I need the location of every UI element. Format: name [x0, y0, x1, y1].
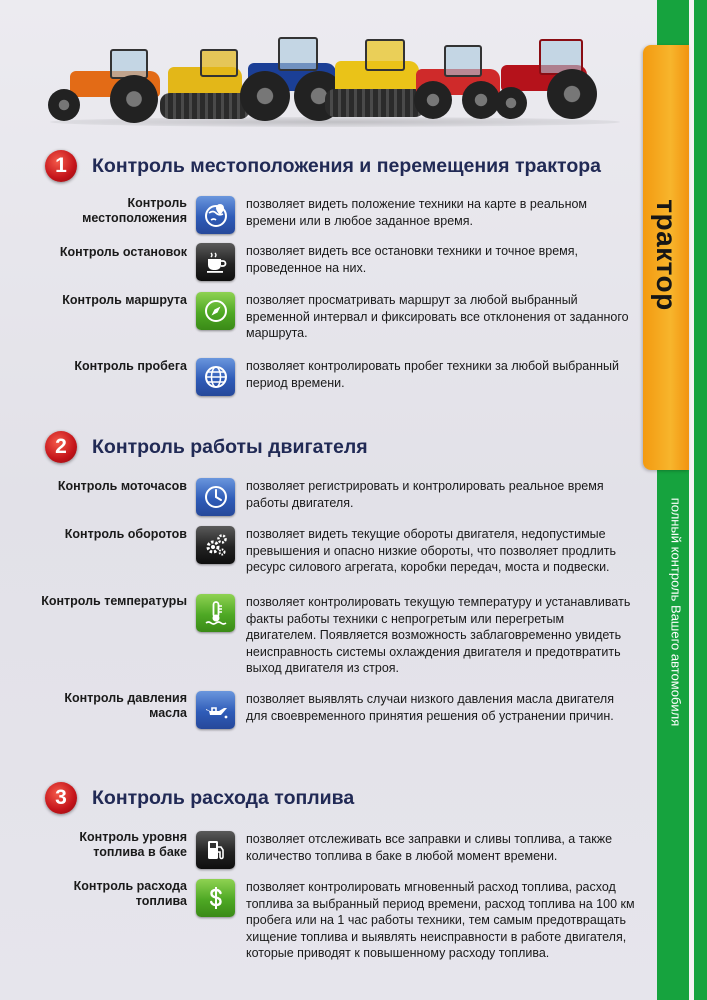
feature-description: позволяет контролировать мгновенный расход топлива, расход топлива за выбранный период времени, расход топлива на 100 км пробега или на 1 час работы техники, тем самым предотвращать хищение топлива и выявлять неисправности в работе двигателя, которые приводят к повышенному расходу топлива. — [246, 880, 635, 960]
feature-description: позволяет выявлять случаи низкого давления масла двигателя для своевременного принятия решения об устранении причин. — [246, 692, 614, 723]
dollar-icon — [196, 879, 235, 917]
side-white-stripe — [689, 0, 694, 1000]
tractor-image-red-articulated — [410, 45, 505, 121]
section-number-badge: 3 — [45, 782, 77, 814]
feature-description: позволяет просматривать маршрут за любой выбранный временной интервал и фиксировать все отклонения от заданного маршрута. — [246, 293, 629, 340]
location-globe-icon — [196, 196, 235, 234]
feature-label: Контроль пробега — [74, 359, 187, 373]
section-title: Контроль работы двигателя — [92, 435, 368, 458]
section-1-header — [45, 149, 601, 183]
tractor-image-orange — [48, 49, 166, 121]
feature-label: Контроль давления масла — [64, 691, 187, 720]
section-2-header — [45, 430, 368, 464]
feature-description: позволяет контролировать пробег техники за любой выбранный период времени. — [246, 359, 620, 390]
section-number-badge: 2 — [45, 431, 77, 463]
feature-label: Контроль местоположения — [82, 196, 187, 225]
tractor-image-yellow-crawler — [160, 49, 250, 121]
section-title: Контроль расхода топлива — [92, 786, 355, 809]
feature-label: Контроль уровня топлива в баке — [79, 830, 187, 859]
feature-label: Контроль моточасов — [57, 479, 187, 493]
feature-description: позволяет видеть положение техники на карте в реальном времени или в любое заданное время. — [246, 197, 588, 228]
feature-description: позволяет отслеживать все заправки и сливы топлива, а также количество топлива в баке в любой момент времени. — [246, 832, 613, 863]
globe-grid-icon — [196, 358, 235, 396]
feature-label: Контроль остановок — [59, 245, 187, 259]
fuel-pump-icon — [196, 831, 235, 869]
feature-description: позволяет видеть все остановки техники и точное время, проведенное на них. — [246, 244, 578, 275]
section-number-badge: 1 — [45, 150, 77, 182]
feature-description: позволяет видеть текущие обороты двигателя, недопустимые превышения и опасно низкие обороты, что позволяет продлить ресурс силового агрегата, коробки передач, моста и подвески. — [246, 527, 616, 574]
compass-icon — [196, 292, 235, 330]
feature-description: позволяет контролировать текущую температуру и устанавливать факты работы техники с непрогретым или перегретым двигателем. Появляется возможность заблаговременно увидеть неисправность системы охлаждения двигателя и предотвратить выход двигателя из строя. — [246, 595, 631, 675]
coffee-cup-icon — [196, 243, 235, 281]
feature-description: позволяет регистрировать и контролировать реальное время работы двигателя. — [246, 479, 604, 510]
feature-label: Контроль температуры — [41, 594, 187, 608]
side-title: трактор — [651, 199, 682, 311]
tractor-image-red-belarus — [495, 39, 595, 121]
feature-label: Контроль расхода топлива — [73, 879, 187, 908]
thermometer-icon — [196, 594, 235, 632]
oil-can-icon — [196, 691, 235, 729]
feature-label: Контроль оборотов — [64, 527, 187, 541]
section-3-header — [45, 781, 354, 815]
clock-icon — [196, 478, 235, 516]
gears-icon — [196, 526, 235, 564]
tractor-banner — [40, 20, 620, 135]
feature-label: Контроль маршрута — [62, 293, 187, 307]
side-subtitle: полный контроль Вашего автомобиля — [668, 497, 684, 727]
section-title: Контроль местоположения и перемещения трактора — [92, 154, 601, 177]
